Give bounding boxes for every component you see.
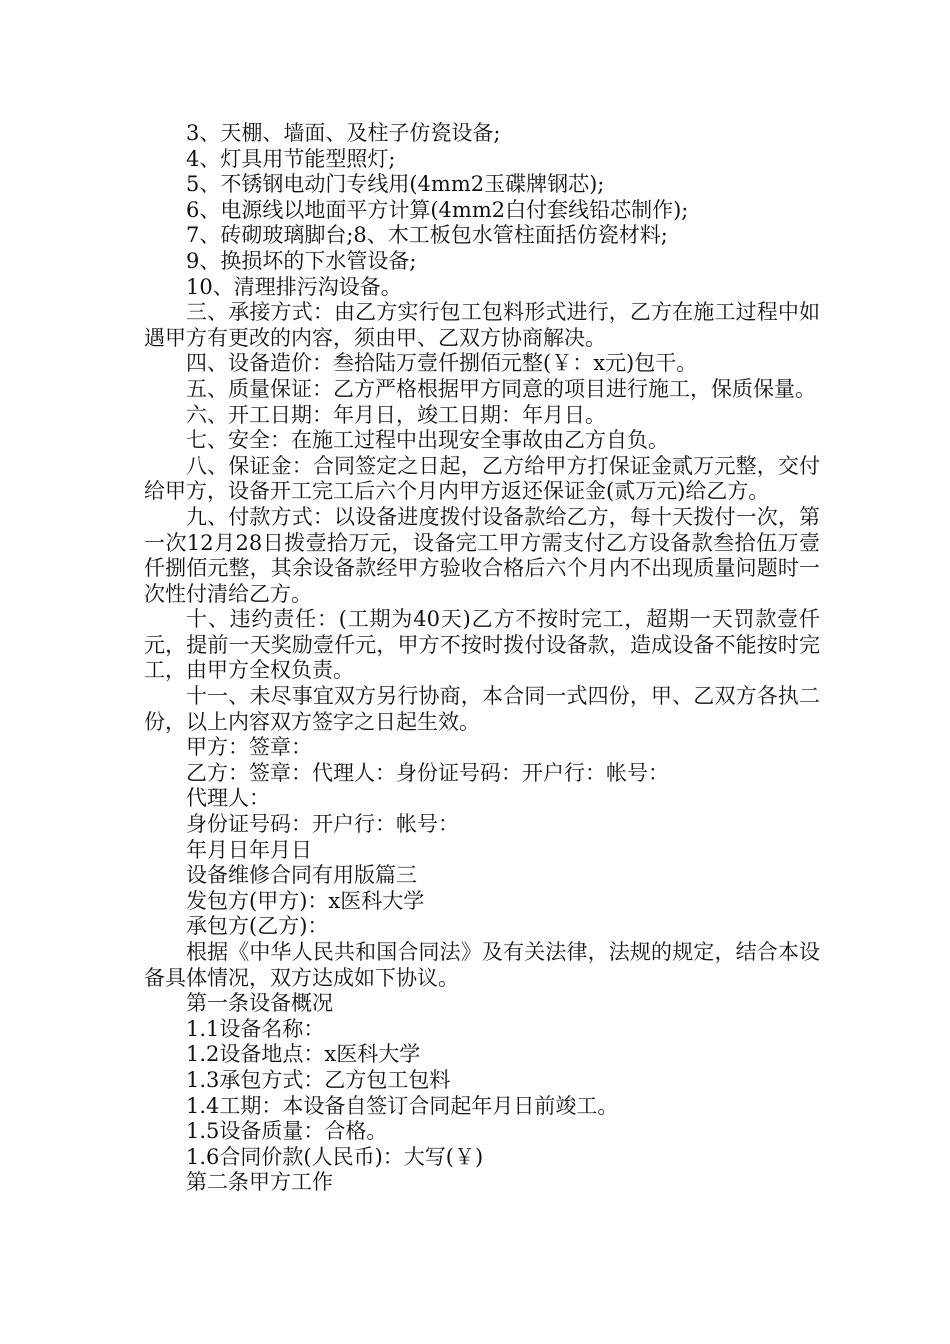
party-b-line: 承包方(乙方)：: [186, 914, 329, 939]
article-2-heading: 第二条甲方工作: [186, 1170, 333, 1195]
signature-dates: 年月日年月日: [186, 837, 312, 862]
paragraph-item-7-8: 7、砖砌玻璃脚台;8、木工板包水管柱面括仿瓷材料;: [186, 223, 668, 248]
article-1-6: 1.6合同价款(人民币)：大写(￥): [186, 1144, 484, 1169]
paragraph-item-10: 10、清理排污沟设备。: [186, 274, 402, 299]
preamble: 根据《中华人民共和国合同法》及有关法律，法规的规定，结合本设备具体情况，双方达成如下协议。: [144, 940, 820, 990]
signature-party-a: 甲方：签章：: [186, 735, 312, 760]
clause-liability: 十、违约责任：(工期为40天)乙方不按时完工，超期一天罚款壹仟元，提前一天奖励壹仟元，甲方不按时拨付设备款，造成设备不能按时完工，由甲方全权负责。: [144, 607, 820, 683]
clause-dates: 六、开工日期：年月日，竣工日期：年月日。: [186, 402, 606, 427]
section-title: 设备维修合同有用版篇三: [186, 863, 417, 888]
paragraph-item-9: 9、换损坏的下水管设备;: [186, 248, 417, 273]
signature-id-bank: 身份证号码：开户行：帐号：: [186, 812, 459, 837]
clause-misc: 十一、未尽事宜双方另行协商，本合同一式四份，甲、乙双方各执二份，以上内容双方签字之日起生效。: [144, 684, 820, 734]
article-1-5: 1.5设备质量：合格。: [186, 1119, 388, 1144]
paragraph-item-5: 5、不锈钢电动门专线用(4mm2玉碟牌钢芯);: [186, 172, 605, 197]
paragraph-item-3: 3、天棚、墙面、及柱子仿瓷设备;: [186, 121, 501, 145]
party-a-line: 发包方(甲方)：x医科大学: [186, 888, 425, 913]
paragraph-item-4: 4、灯具用节能型照灯;: [186, 146, 396, 171]
clause-payment: 九、付款方式：以设备进度拨付设备款给乙方，每十天拨付一次，第一次12月28日拨壹拾万元，设备完工甲方需支付乙方设备款叁拾伍万壹仟捌佰元整，其余设备款经甲方验收合格后六个月内不出现质量问题时一次性付清给乙方。: [144, 504, 820, 606]
article-1-heading: 第一条设备概况: [186, 991, 333, 1016]
document-body: [144, 121, 820, 1196]
article-1-4: 1.4工期：本设备自签订合同起年月日前竣工。: [186, 1093, 619, 1118]
clause-deposit: 八、保证金：合同签定之日起，乙方给甲方打保证金贰万元整，交付给甲方，设备开工完工后六个月内甲方返还保证金(贰万元)给乙方。: [144, 453, 820, 504]
article-1-2: 1.2设备地点：x医科大学: [186, 1042, 421, 1067]
signature-party-b: 乙方：签章：代理人：身份证号码：开户行：帐号：: [186, 760, 669, 785]
paragraph-item-6: 6、电源线以地面平方计算(4mm2白付套线铅芯制作);: [186, 197, 689, 222]
article-1-1: 1.1设备名称：: [186, 1016, 325, 1041]
signature-agent: 代理人：: [186, 786, 270, 811]
clause-cost: 四、设备造价：叁拾陆万壹仟捌佰元整(￥：x元)包干。: [186, 351, 698, 376]
article-1-3: 1.3承包方式：乙方包工包料: [186, 1067, 451, 1092]
clause-quality: 五、质量保证：乙方严格根据甲方同意的项目进行施工，保质保量。: [186, 376, 816, 401]
clause-contract-method: 三、承接方式：由乙方实行包工包料形式进行，乙方在施工过程中如遇甲方有更改的内容，须由甲、乙双方协商解决。: [144, 300, 820, 350]
clause-safety: 七、安全：在施工过程中出现安全事故由乙方自负。: [186, 428, 669, 453]
